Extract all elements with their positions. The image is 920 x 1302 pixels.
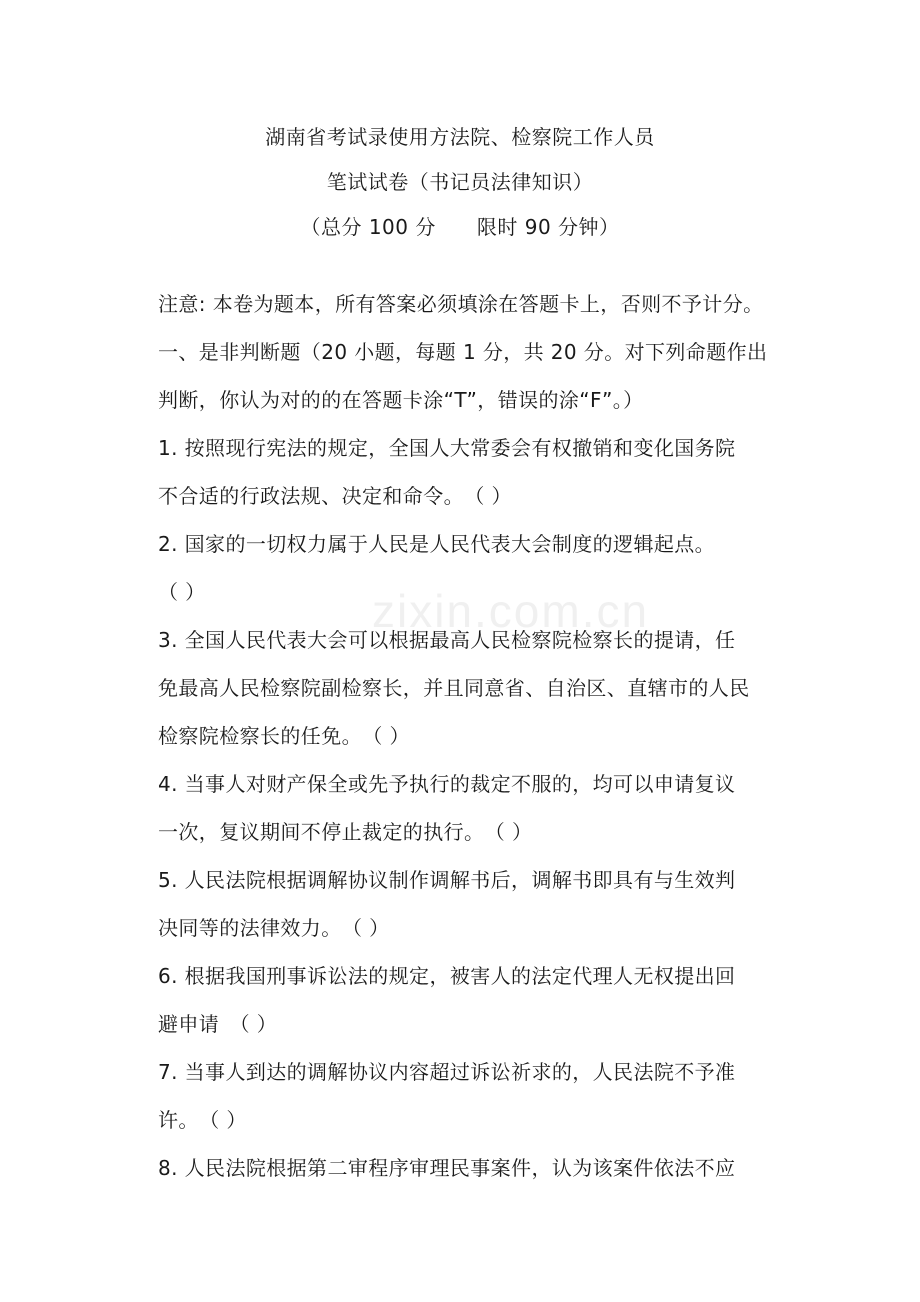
question-1-line: 1. 按照现行宪法的规定，全国人大常委会有权撤销和变化国务院 xyxy=(158,436,736,460)
question-1-line: 不合适的行政法规、决定和命令。 （ ） xyxy=(158,484,512,508)
question-7-line: 许。 （ ） xyxy=(158,1108,247,1132)
question-8-line: 8. 人民法院根据第二审程序审理民事案件，认为该案件依法不应 xyxy=(158,1156,736,1180)
question-5-line: 5. 人民法院根据调解协议制作调解书后，调解书即具有与生效判 xyxy=(158,868,736,892)
question-2-line: 2. 国家的一切权力属于人民是人民代表大会制度的逻辑起点。 xyxy=(158,532,716,556)
question-2-line: （ ） xyxy=(158,580,206,604)
section-heading: 一、是非判断题（20 小题，每题 1 分，共 20 分。对下列命题作出 xyxy=(158,340,768,364)
title-block xyxy=(0,121,920,256)
exam-score-time: （总分 100 分 限时 90 分钟） xyxy=(300,215,620,239)
question-4-line: 一次，复议期间不停止裁定的执行。 （ ） xyxy=(158,820,533,844)
question-6-line: 避申请 （ ） xyxy=(158,1012,278,1036)
section-instructions: 判断，你认为对的的在答题卡涂“T”，错误的涂“F”。） xyxy=(158,388,644,412)
question-5-line: 决同等的法律效力。 （ ） xyxy=(158,916,390,940)
question-3-line: 3. 全国人民代表大会可以根据最高人民检察院检察长的提请，任 xyxy=(158,628,736,652)
exam-body xyxy=(158,288,790,1200)
exam-subtitle: 笔试试卷（书记员法律知识） xyxy=(326,170,594,194)
question-3-line: 检察院检察长的任免。 （ ） xyxy=(158,724,410,748)
watermark: zixin.com.cn xyxy=(372,585,650,637)
question-6-line: 6. 根据我国刑事诉讼法的规定，被害人的法定代理人无权提出回 xyxy=(158,964,736,988)
question-7-line: 7. 当事人到达的调解协议内容超过诉讼祈求的，人民法院不予准 xyxy=(158,1060,736,1084)
exam-title: 湖南省考试录使用方法院、检察院工作人员 xyxy=(265,125,655,149)
question-3-line: 免最高人民检察院副检察长，并且同意省、自治区、直辖市的人民 xyxy=(158,676,750,700)
notice-line: 注意: 本卷为题本，所有答案必须填涂在答题卡上，否则不予计分。 xyxy=(158,292,764,316)
question-4-line: 4. 当事人对财产保全或先予执行的裁定不服的，均可以申请复议 xyxy=(158,772,736,796)
